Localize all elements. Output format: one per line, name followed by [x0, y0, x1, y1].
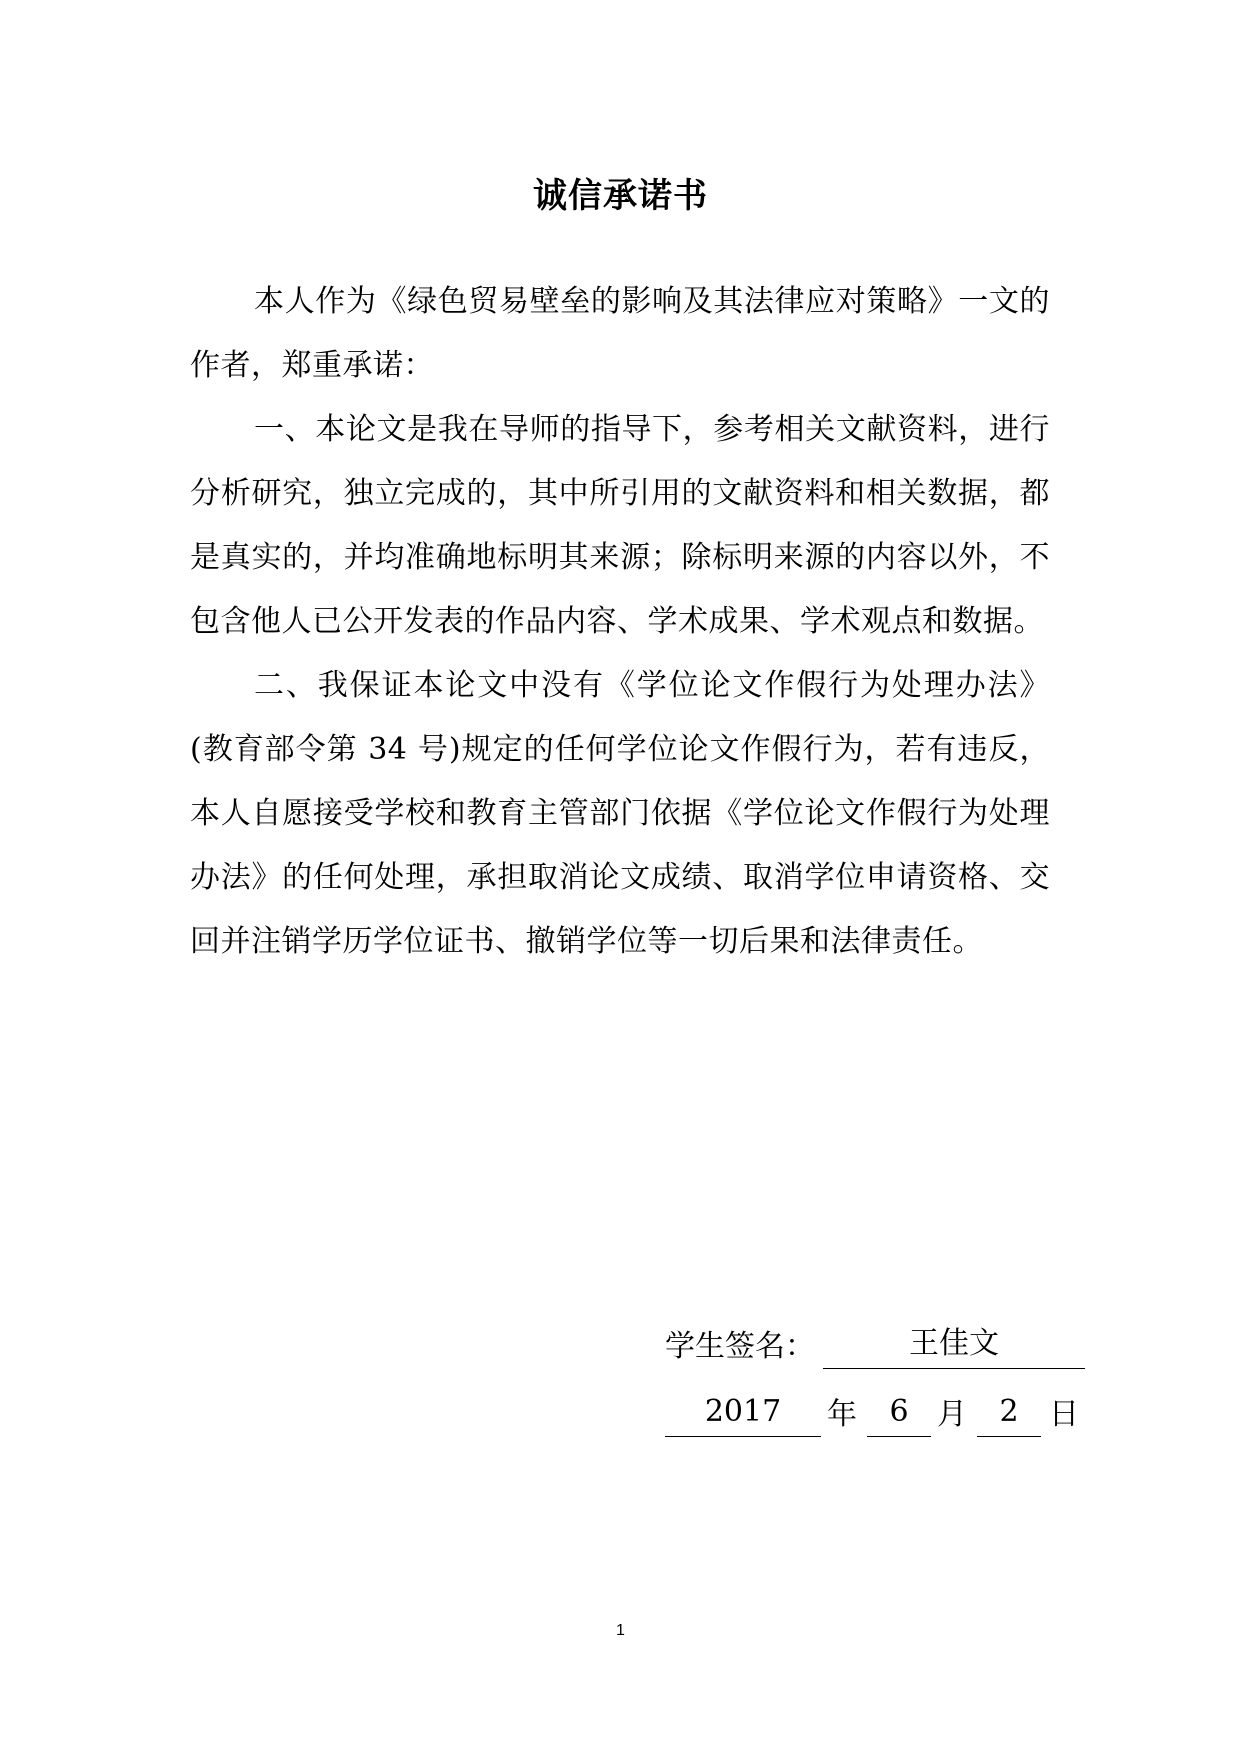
intro-paragraph: 本人作为《绿色贸易壁垒的影响及其法律应对策略》一文的作者，郑重承诺： — [190, 284, 1050, 383]
document-body — [190, 270, 1050, 974]
signature-block — [665, 1320, 1095, 1442]
pledge-paragraph-2: 二、我保证本论文中没有《学位论文作假行为处理办法》(教育部令第 34 号)规定的任何学位论文作假行为，若有违反，本人自愿接受学校和教育主管部门依据《学位论文作假行为处理办法》的任何处理，承担取消论文成绩、取消学位申请资格、交回并注销学历学位证书、撤销学位等一切后果和法律责任。 — [190, 668, 1050, 959]
date-year-unit: 年 — [827, 1397, 857, 1432]
date-day: 2 — [977, 1388, 1041, 1437]
page-number: 1 — [616, 1622, 625, 1639]
date-day-unit: 日 — [1049, 1397, 1079, 1432]
signature-label: 学生签名： — [665, 1329, 815, 1364]
signature-name: 王佳文 — [823, 1320, 1085, 1369]
signature-row — [665, 1320, 1095, 1374]
document-title: 诚信承诺书 — [533, 176, 708, 216]
date-year: 2017 — [665, 1388, 821, 1437]
date-month-unit: 月 — [937, 1397, 967, 1432]
pledge-paragraph-1: 一、本论文是我在导师的指导下，参考相关文献资料，进行分析研究，独立完成的，其中所引用的文献资料和相关数据，都是真实的，并均准确地标明其来源；除标明来源的内容以外，不包含他人已公开发表的作品内容、学术成果、学术观点和数据。 — [190, 412, 1050, 639]
date-month: 6 — [867, 1388, 931, 1437]
date-row — [665, 1388, 1095, 1442]
